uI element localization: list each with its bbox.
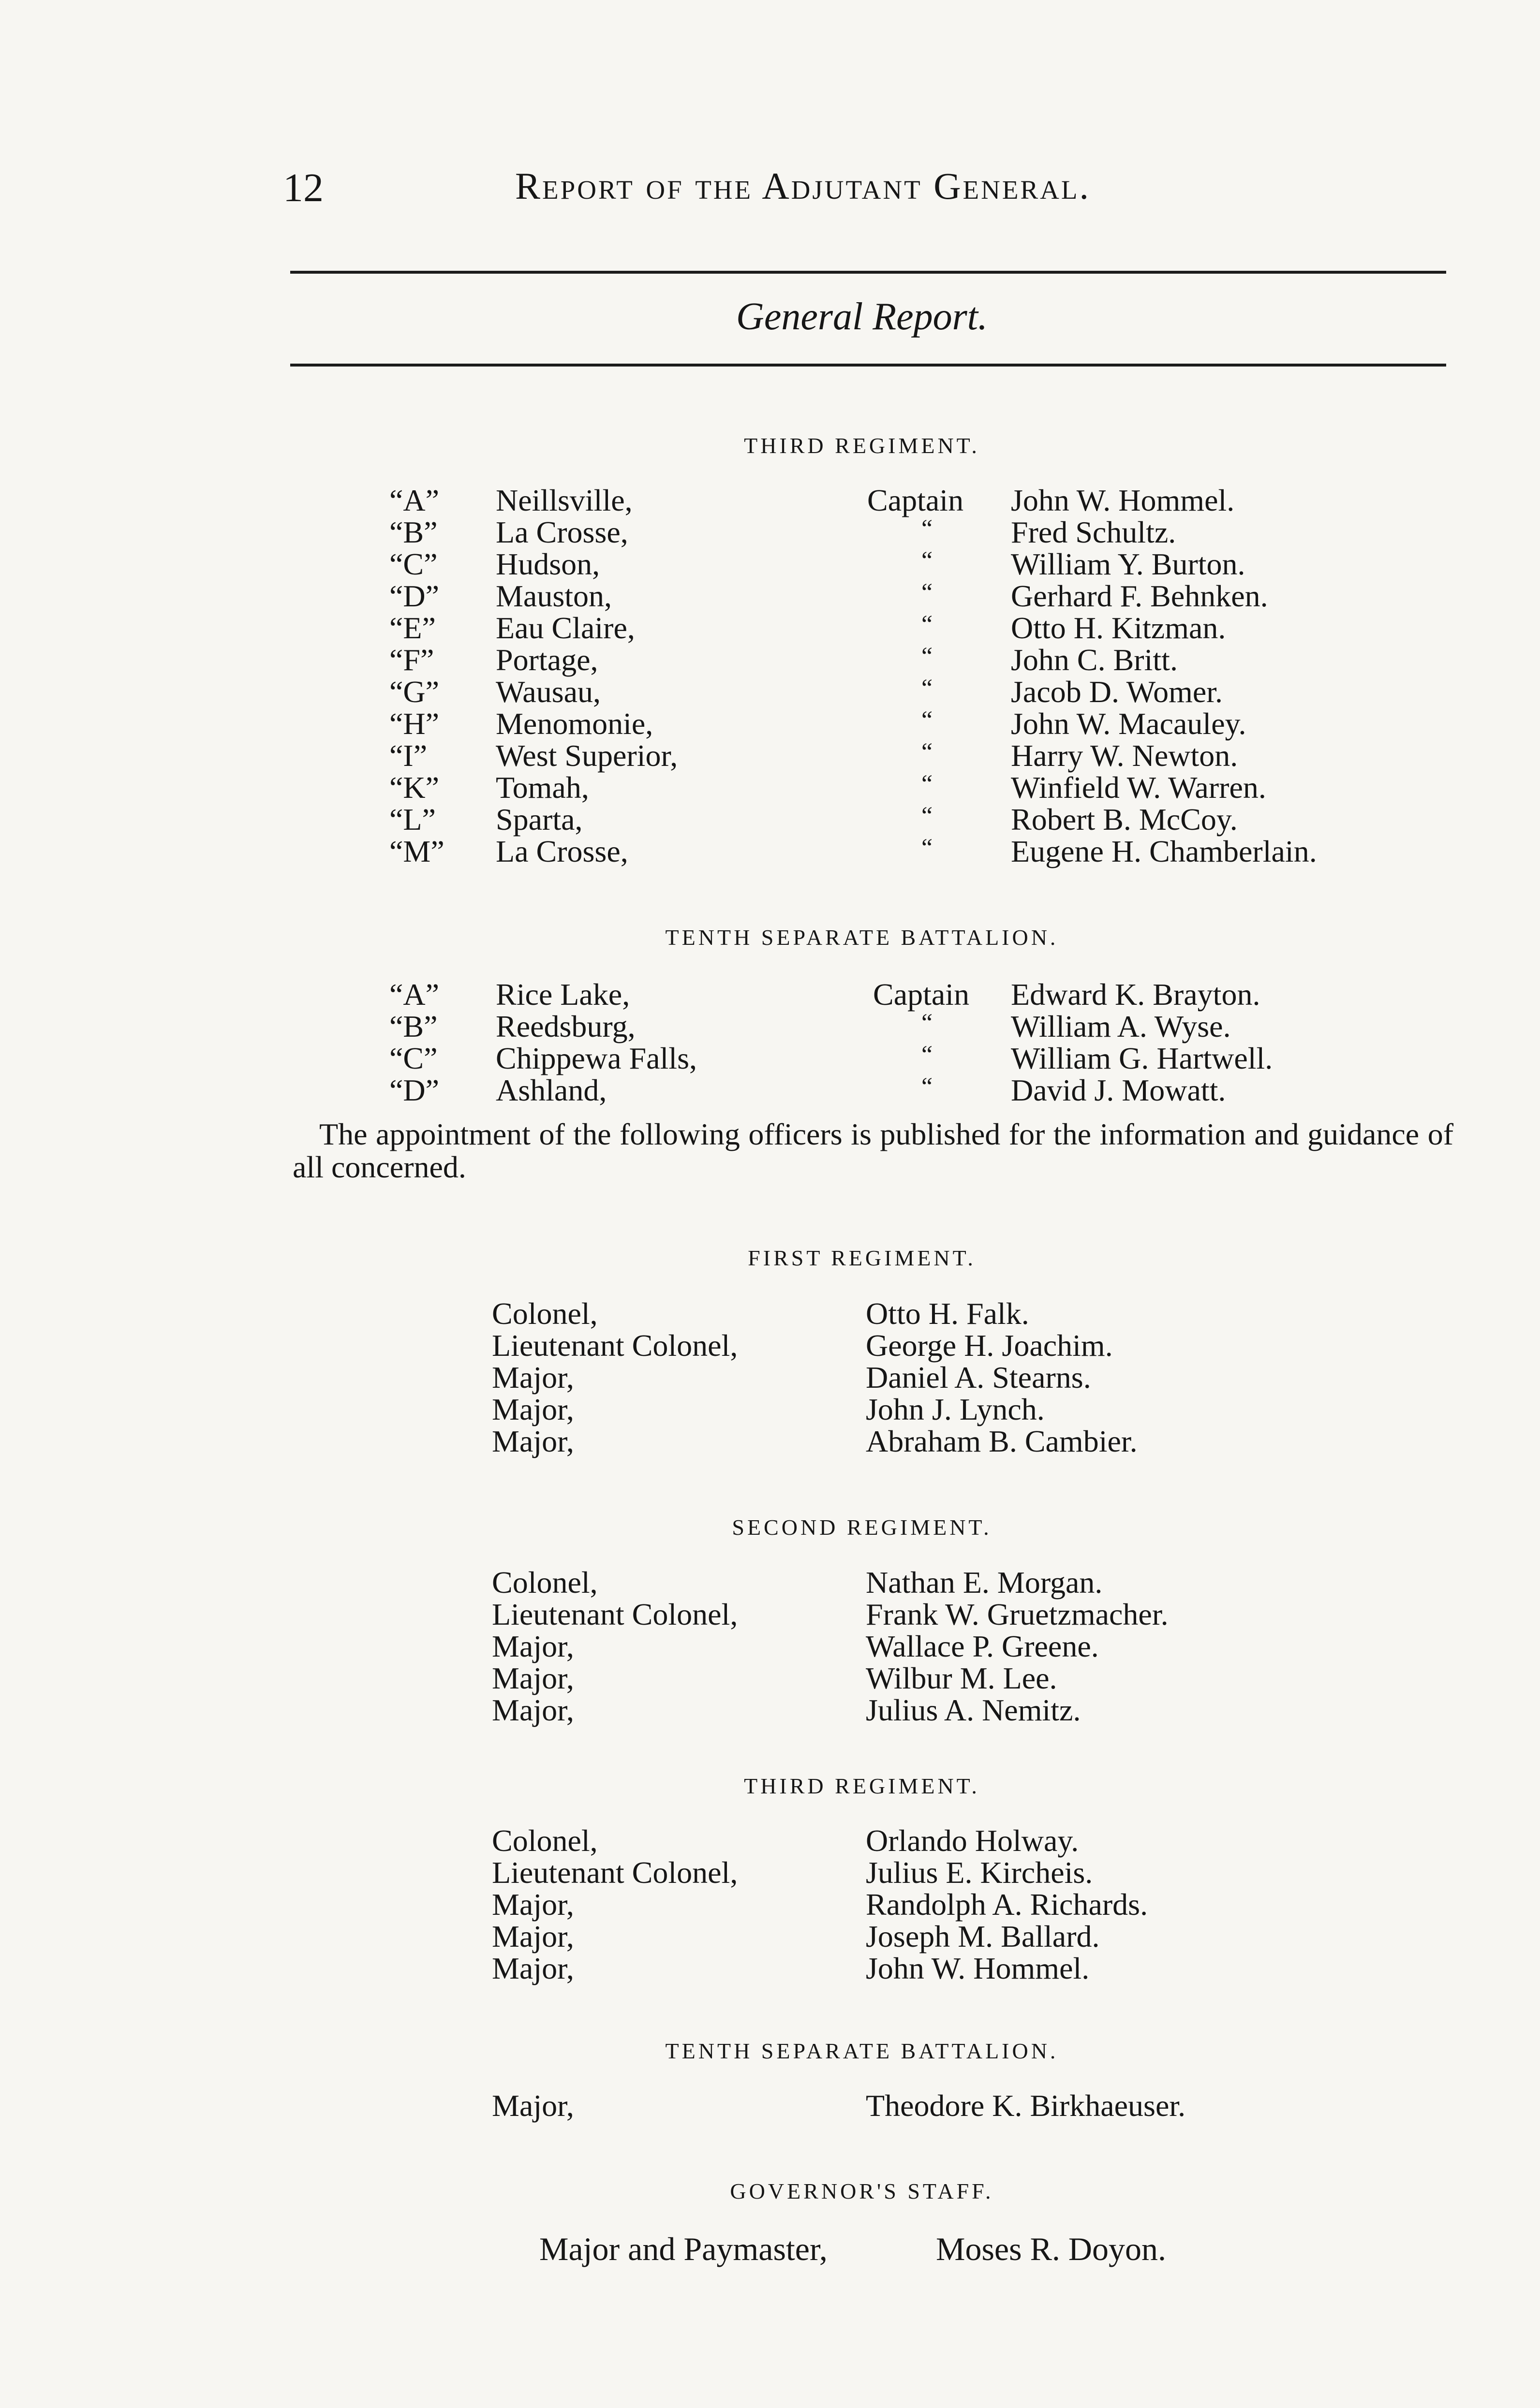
officer-name: Joseph M. Ballard. — [866, 1919, 1100, 1953]
officer-rank: Major, — [492, 1360, 574, 1395]
company-place: La Crosse, — [496, 834, 628, 868]
officer-name: Nathan E. Morgan. — [866, 1565, 1103, 1600]
officer-rank: Major, — [492, 1424, 574, 1458]
running-head: Report of the Adjutant General. — [515, 165, 1091, 207]
governors-staff-row — [539, 2230, 1167, 2268]
officer-name: Frank W. Gruetzmacher. — [866, 1597, 1169, 1631]
officer-name: Otto H. Falk. — [866, 1296, 1029, 1331]
staff-rank: Major and Paymaster, — [539, 2231, 828, 2267]
officer-name: Theodore K. Birkhaeuser. — [866, 2088, 1186, 2123]
first-regiment-heading: FIRST REGIMENT. — [748, 1246, 976, 1270]
company-captain: Robert B. McCoy. — [1011, 802, 1238, 837]
ditto-mark: “ — [921, 1073, 933, 1101]
company-place: Portage, — [496, 643, 598, 677]
third-regiment-companies-heading: THIRD REGIMENT. — [744, 433, 980, 458]
company-letter: “E” — [389, 611, 436, 645]
company-captain: Fred Schultz. — [1011, 515, 1176, 549]
officer-rank: Lieutenant Colonel, — [492, 1855, 738, 1890]
ditto-mark: “ — [921, 770, 933, 798]
officer-rank: Major, — [492, 1661, 574, 1695]
company-place: Hudson, — [496, 547, 600, 581]
ditto-mark: “ — [921, 738, 933, 766]
top-rule — [290, 271, 1446, 274]
company-captain: Harry W. Newton. — [1011, 738, 1238, 773]
ditto-mark: “ — [921, 515, 933, 543]
ditto-mark: “ — [921, 1009, 933, 1037]
ditto-mark: “ — [921, 547, 933, 574]
company-letter: “I” — [389, 738, 428, 773]
appointment-paragraph — [293, 1118, 1453, 1184]
company-place: Eau Claire, — [496, 611, 635, 645]
second-regiment-heading: SECOND REGIMENT. — [732, 1515, 992, 1540]
ditto-mark: “ — [921, 643, 933, 670]
company-letter: “H” — [389, 706, 440, 741]
officer-name: Wallace P. Greene. — [866, 1629, 1099, 1663]
officer-rank: Major, — [492, 1629, 574, 1663]
company-place: West Superior, — [496, 738, 678, 773]
ditto-mark: “ — [921, 834, 933, 862]
company-captain: William A. Wyse. — [1011, 1009, 1231, 1043]
company-letter: “A” — [389, 483, 440, 517]
officer-rank: Lieutenant Colonel, — [492, 1328, 738, 1363]
ditto-mark: “ — [921, 706, 933, 734]
company-rank: Captain — [867, 483, 964, 517]
company-captain: Edward K. Brayton. — [1011, 977, 1260, 1012]
officer-rank: Major, — [492, 1887, 574, 1922]
company-letter: “B” — [389, 515, 438, 549]
company-place: Tomah, — [496, 770, 589, 805]
staff-name: Moses R. Doyon. — [936, 2231, 1167, 2267]
company-captain: John W. Macauley. — [1011, 706, 1246, 741]
bottom-rule — [290, 364, 1446, 367]
company-letter: “D” — [389, 1073, 440, 1107]
appointment-paragraph-text: The appointment of the following officers is published for the information and guidance of all concerned. — [293, 1117, 1453, 1184]
company-captain: Eugene H. Chamberlain. — [1011, 834, 1317, 868]
company-place: Rice Lake, — [496, 977, 630, 1012]
company-place: Ashland, — [496, 1073, 607, 1107]
company-captain: Otto H. Kitzman. — [1011, 611, 1226, 645]
company-captain: Winfield W. Warren. — [1011, 770, 1266, 805]
third-regiment-officers-heading: THIRD REGIMENT. — [744, 1774, 980, 1798]
tenth-battalion-officers-heading: TENTH SEPARATE BATTALION. — [665, 2039, 1059, 2063]
officer-name: Julius E. Kircheis. — [866, 1855, 1093, 1890]
ditto-mark: “ — [921, 611, 933, 638]
officer-name: Orlando Holway. — [866, 1823, 1079, 1858]
company-letter: “A” — [389, 977, 440, 1012]
officer-name: Julius A. Nemitz. — [866, 1693, 1081, 1727]
company-place: Wausau, — [496, 675, 601, 709]
company-letter: “C” — [389, 547, 438, 581]
section-subtitle: General Report. — [736, 295, 988, 338]
company-place: Neillsville, — [496, 483, 633, 517]
company-place: Reedsburg, — [496, 1009, 636, 1043]
company-rank: Captain — [873, 977, 970, 1012]
company-captain: John C. Britt. — [1011, 643, 1178, 677]
officer-name: John J. Lynch. — [866, 1392, 1045, 1426]
company-letter: “D” — [389, 579, 440, 613]
company-letter: “B” — [389, 1009, 438, 1043]
ditto-mark: “ — [921, 1041, 933, 1069]
officer-rank: Lieutenant Colonel, — [492, 1597, 738, 1631]
officer-name: Randolph A. Richards. — [866, 1887, 1148, 1922]
company-letter: “L” — [389, 802, 436, 837]
officer-rank: Colonel, — [492, 1823, 598, 1858]
company-place: Chippewa Falls, — [496, 1041, 697, 1075]
officer-name: John W. Hommel. — [866, 1951, 1090, 1985]
ditto-mark: “ — [921, 579, 933, 606]
officer-name: George H. Joachim. — [866, 1328, 1113, 1363]
company-place: Mauston, — [496, 579, 612, 613]
officer-rank: Major, — [492, 1392, 574, 1426]
officer-rank: Colonel, — [492, 1296, 598, 1331]
officer-rank: Major, — [492, 1919, 574, 1953]
company-place: La Crosse, — [496, 515, 628, 549]
company-letter: “F” — [389, 643, 434, 677]
company-letter: “C” — [389, 1041, 438, 1075]
company-captain: David J. Mowatt. — [1011, 1073, 1226, 1107]
officer-rank: Major, — [492, 1951, 574, 1985]
company-letter: “K” — [389, 770, 440, 805]
officer-rank: Major, — [492, 1693, 574, 1727]
company-letter: “G” — [389, 675, 440, 709]
company-captain: John W. Hommel. — [1011, 483, 1235, 517]
ditto-mark: “ — [921, 675, 933, 702]
company-place: Menomonie, — [496, 706, 653, 741]
officer-name: Wilbur M. Lee. — [866, 1661, 1057, 1695]
officer-rank: Major, — [492, 2088, 574, 2123]
company-captain: Gerhard F. Behnken. — [1011, 579, 1268, 613]
ditto-mark: “ — [921, 802, 933, 830]
company-place: Sparta, — [496, 802, 583, 837]
page-header — [283, 164, 1453, 218]
officer-name: Daniel A. Stearns. — [866, 1360, 1091, 1395]
officer-name: Abraham B. Cambier. — [866, 1424, 1138, 1458]
page-number: 12 — [283, 165, 324, 210]
company-letter: “M” — [389, 834, 444, 868]
officer-rank: Colonel, — [492, 1565, 598, 1600]
company-captain: William G. Hartwell. — [1011, 1041, 1273, 1075]
governors-staff-heading: GOVERNOR'S STAFF. — [730, 2179, 994, 2203]
tenth-battalion-companies-heading: TENTH SEPARATE BATTALION. — [665, 925, 1059, 950]
company-captain: William Y. Burton. — [1011, 547, 1245, 581]
company-captain: Jacob D. Womer. — [1011, 675, 1223, 709]
